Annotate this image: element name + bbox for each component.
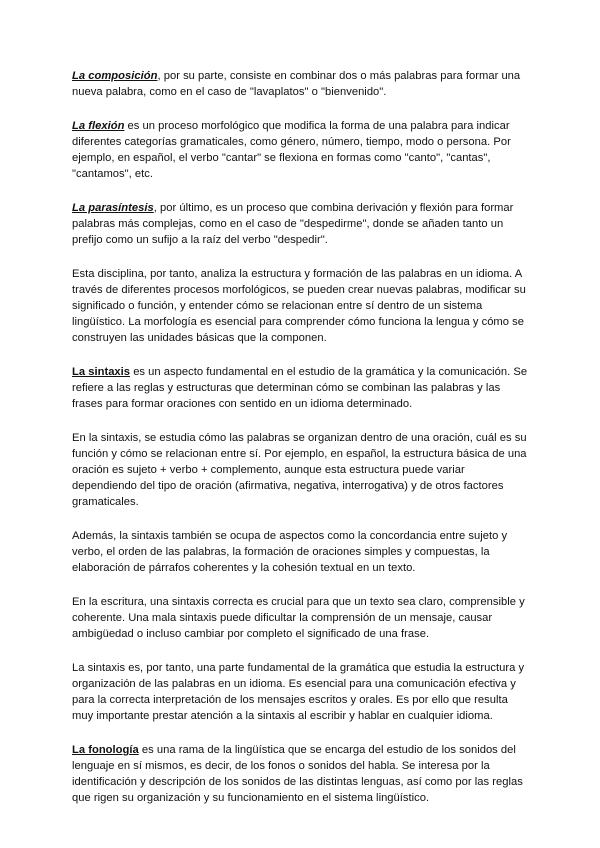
term-fonologia: La fonología: [72, 744, 139, 756]
paragraph-text: En la sintaxis, se estudia cómo las palabras se organizan dentro de una oración, cuál es su función y cómo se relacionan entre sí. Por ejemplo, en español, la estructura básica de una oración es sujeto + verbo + complemento, aunque esta estructura puede variar dependiendo del tipo de oración (afirmativa, negativa, interrogativa) y de otros factores gramaticales.: [72, 432, 527, 508]
document-page: [72, 68, 528, 824]
paragraph-text: Además, la sintaxis también se ocupa de aspectos como la concordancia entre sujeto y verbo, el orden de las palabras, la formación de oraciones simples y compuestas, la elaboración de párrafos coherentes y la cohesión textual en un texto.: [72, 530, 508, 574]
paragraph-text: es un aspecto fundamental en el estudio de la gramática y la comunicación. Se refiere a las reglas y estructuras que determinan cómo se combinan las palabras y las frases para formar oraciones con sentido en un idioma determinado.: [72, 366, 528, 410]
paragraph-fonologia: [72, 742, 528, 806]
paragraph-text: En la escritura, una sintaxis correcta es crucial para que un texto sea claro, comprensible y coherente. Una mala sintaxis puede dificultar la comprensión de un mensaje, causar ambigüedad o incluso cambiar por completo el significado de una frase.: [72, 596, 525, 640]
paragraph-text: , por su parte, consiste en combinar dos o más palabras para formar una nueva palabra, como en el caso de "lavaplatos" o "bienvenido".: [72, 70, 521, 98]
term-sintaxis: La sintaxis: [72, 366, 131, 378]
paragraph-escritura: [72, 594, 528, 642]
paragraph-text: Esta disciplina, por tanto, analiza la estructura y formación de las palabras en un idioma. A través de diferentes procesos morfológicos, se pueden crear nuevas palabras, modificar su significado o función, y entender cómo se relacionan entre sí dentro de un sistema lingüístico. La morfología es esencial para comprender cómo funciona la lengua y cómo se construyen las unidades básicas que la componen.: [72, 268, 526, 344]
paragraph-text: La sintaxis es, por tanto, una parte fundamental de la gramática que estudia la estructura y organización de las palabras en un idioma. Es esencial para una comunicación efectiva y para la correcta interpretación de los mensajes escritos y orales. Es por ello que resulta muy importante prestar atención a la sintaxis al escribir y hablar en cualquier idioma.: [72, 662, 525, 722]
paragraph-composicion: [72, 68, 528, 100]
term-parasintesis: La parasíntesis: [72, 202, 154, 214]
paragraph-text: , por último, es un proceso que combina derivación y flexión para formar palabras más complejas, como en el caso de "despedirme", donde se añaden tanto un prefijo como un sufijo a la raíz del verbo "despedir".: [72, 202, 514, 246]
paragraph-sintaxis-conclusion: [72, 660, 528, 724]
paragraph-text: es un proceso morfológico que modifica la forma de una palabra para indicar diferentes categorías gramaticales, como género, número, tiempo, modo o persona. Por ejemplo, en español, el verbo "cantar" se flexiona en formas como "canto", "cantas", "cantamos", etc.: [72, 120, 511, 180]
paragraph-sintaxis: [72, 364, 528, 412]
paragraph-sintaxis-estudio: [72, 430, 528, 510]
paragraph-flexion: [72, 118, 528, 182]
paragraph-sintaxis-aspectos: [72, 528, 528, 576]
paragraph-parasintesis: [72, 200, 528, 248]
term-flexion: La flexión: [72, 120, 125, 132]
paragraph-text: es una rama de la lingüística que se encarga del estudio de los sonidos del lenguaje en sí mismos, es decir, de los fonos o sonidos del habla. Se interesa por la identificación y descripción de los sonidos de las distintas lenguas, así como por las reglas que rigen su organización y su funcionamiento en el sistema lingüístico.: [72, 744, 523, 804]
term-composicion: La composición: [72, 70, 158, 82]
paragraph-disciplina: [72, 266, 528, 346]
